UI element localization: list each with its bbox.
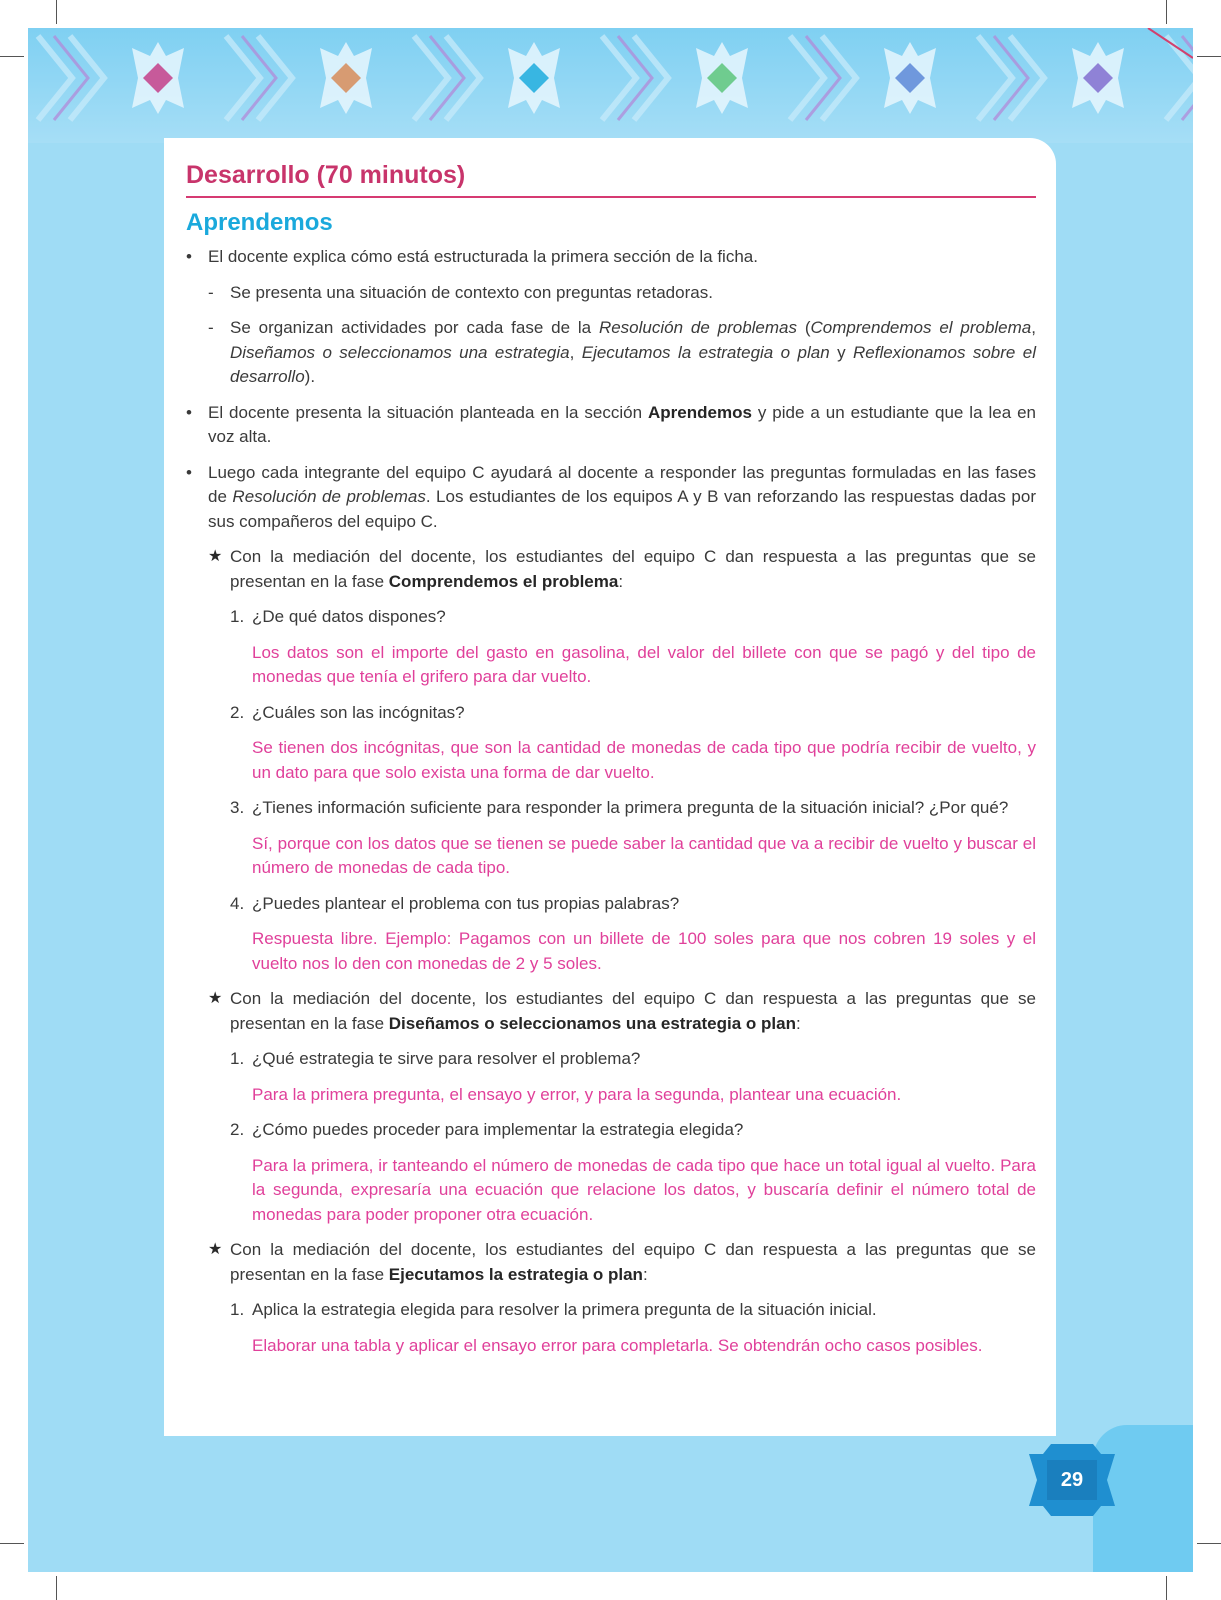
- question-item: [186, 701, 1036, 726]
- italic-term: Diseñamos o seleccionamos una estrategia: [230, 342, 570, 362]
- chevron-stroke: [226, 36, 260, 120]
- question-item: [186, 1118, 1036, 1143]
- star-icon: ★: [208, 548, 223, 565]
- bullet-item: [186, 401, 1036, 450]
- bullet-icon: •: [186, 462, 192, 482]
- answer-text: Elaborar una tabla y aplicar el ensayo error para completarla. Se obtendrán ocho casos posibles.: [252, 1335, 983, 1355]
- question-number: 1.: [230, 1300, 245, 1319]
- bullet-text: El docente explica cómo está estructurada la primera sección de la ficha.: [208, 247, 758, 266]
- question-item: [186, 605, 1036, 630]
- phase-item: [186, 987, 1036, 1036]
- answer-text: Los datos son el importe del gasto en gasolina, del valor del billete con que se pagó y del tipo de monedas que tenía el grifero para dar vuelto.: [252, 642, 1036, 686]
- crop-mark: [56, 1576, 57, 1600]
- decorative-banner: [28, 28, 1193, 143]
- crop-mark: [56, 0, 57, 24]
- chevron-stroke: [790, 36, 824, 120]
- bullet-item: [186, 461, 1036, 535]
- phase-intro: Con la mediación del docente, los estudiantes del equipo C dan respuesta a las preguntas que se presentan en la fase Diseñamos o seleccionamos una estrategia o plan:: [230, 989, 1036, 1033]
- phase-intro: Con la mediación del docente, los estudiantes del equipo C dan respuesta a las preguntas que se presentan en la fase Ejecutamos la estrategia o plan:: [230, 1240, 1036, 1284]
- banner-pattern: [28, 28, 1193, 143]
- phase-intro: Con la mediación del docente, los estudiantes del equipo C dan respuesta a las preguntas que se presentan en la fase Comprendemos el problema:: [230, 547, 1036, 591]
- crop-mark: [0, 56, 24, 57]
- question-number: 3.: [230, 798, 245, 817]
- question-number: 4.: [230, 893, 245, 913]
- question-number: 2.: [230, 702, 245, 722]
- bullet-item: [186, 245, 1036, 270]
- question-item: [186, 796, 1036, 821]
- question-text: ¿Qué estrategia te sirve para resolver el problema?: [252, 1049, 641, 1068]
- star-icon: ★: [208, 990, 223, 1007]
- chevron-stroke: [38, 36, 72, 120]
- dash-icon: -: [208, 282, 214, 302]
- bullet-icon: •: [186, 247, 192, 266]
- crop-mark: [1197, 1543, 1221, 1544]
- answer-text: Para la primera pregunta, el ensayo y error, y para la segunda, plantear una ecuación.: [252, 1084, 902, 1104]
- question-number: 1.: [230, 607, 245, 626]
- question-text: ¿De qué datos dispones?: [252, 607, 446, 626]
- bullet-text: El docente presenta la situación planteada en la sección Aprendemos y pide a un estudiante que la lea en voz alta.: [208, 402, 1036, 446]
- question-text: ¿Puedes plantear el problema con tus propias palabras?: [252, 893, 680, 913]
- italic-term: Comprendemos el problema: [810, 318, 1032, 337]
- bold-term: Aprendemos: [648, 402, 752, 422]
- question-number: 1.: [230, 1049, 245, 1068]
- phase-item: [186, 1238, 1036, 1287]
- chevron-stroke: [602, 36, 636, 120]
- question-text: Aplica la estrategia elegida para resolver la primera pregunta de la situación inicial.: [252, 1300, 877, 1319]
- question-text: ¿Cuáles son las incógnitas?: [252, 702, 465, 722]
- italic-term: Reflexionamos sobre el desarrollo: [230, 342, 1037, 386]
- chevron-stroke: [414, 36, 448, 120]
- phase-item: [186, 545, 1036, 594]
- crop-mark: [1166, 1576, 1167, 1600]
- chevron-stroke: [978, 36, 1012, 120]
- answer-text: Sí, porque con los datos que se tienen se puede saber la cantidad que va a recibir de vuelto y buscar el número de monedas de cada tipo.: [252, 833, 1036, 877]
- dash-item: [186, 316, 1036, 390]
- answer-text: Se tienen dos incógnitas, que son la cantidad de monedas de cada tipo que podría recibir de vuelto, y un dato para que solo exista una forma de dar vuelto.: [252, 738, 1036, 782]
- phase-name: Ejecutamos la estrategia o plan: [388, 1264, 643, 1284]
- section-title: Desarrollo (70 minutos): [186, 160, 1036, 198]
- phase-name: Comprendemos el problema: [388, 571, 619, 591]
- crop-mark: [1166, 0, 1167, 24]
- question-item: [186, 1047, 1036, 1072]
- italic-term: Resolución de problemas: [598, 318, 798, 337]
- star-icon: ★: [208, 1241, 223, 1258]
- bullet-text: Luego cada integrante del equipo C ayudará al docente a responder las preguntas formuladas en las fases de Resolución de problemas. Los estudiantes de los equipos A y B van reforzando las respuestas dadas por sus compañeros del equipo C.: [208, 462, 1036, 531]
- question-text: ¿Cómo puedes proceder para implementar la estrategia elegida?: [252, 1120, 744, 1139]
- answer-text: Respuesta libre. Ejemplo: Pagamos con un billete de 100 soles para que nos cobren 19 soles y el vuelto nos lo den con monedas de 2 y 5 soles.: [252, 929, 1036, 973]
- answer-text: Para la primera, ir tanteando el número de monedas de cada tipo que hace un total igual al vuelto. Para la segunda, expresaría una ecuación que relacione los datos, y buscaría definir el número total de monedas para poder proponer otra ecuación.: [252, 1155, 1036, 1224]
- dash-text: Se presenta una situación de contexto con preguntas retadoras.: [230, 282, 713, 302]
- page-content: [186, 160, 1036, 1369]
- page-number: 29: [1060, 1469, 1084, 1491]
- question-number: 2.: [230, 1120, 245, 1139]
- italic-term: Resolución de problemas: [232, 487, 426, 506]
- question-item: [186, 892, 1036, 917]
- crop-mark: [1197, 56, 1221, 57]
- chevron-stroke: [1182, 36, 1193, 120]
- crop-mark: [0, 1543, 24, 1544]
- italic-term: Ejecutamos la estrategia o plan: [581, 342, 830, 362]
- question-item: [186, 1298, 1036, 1323]
- subsection-title: Aprendemos: [186, 209, 333, 236]
- question-text: ¿Tienes información suficiente para responder la primera pregunta de la situación inicial? ¿Por qué?: [252, 798, 1009, 817]
- phase-name: Diseñamos o seleccionamos una estrategia o plan: [388, 1013, 796, 1033]
- dash-item: [186, 281, 1036, 306]
- dash-text: Se organizan actividades por cada fase de la Resolución de problemas (Comprendemos el problema, Diseñamos o seleccionamos una estrategia, Ejecutamos la estrategia o plan y Reflexionamos sobre el desarrollo).: [230, 318, 1037, 386]
- dash-icon: -: [208, 318, 214, 337]
- bullet-icon: •: [186, 402, 192, 422]
